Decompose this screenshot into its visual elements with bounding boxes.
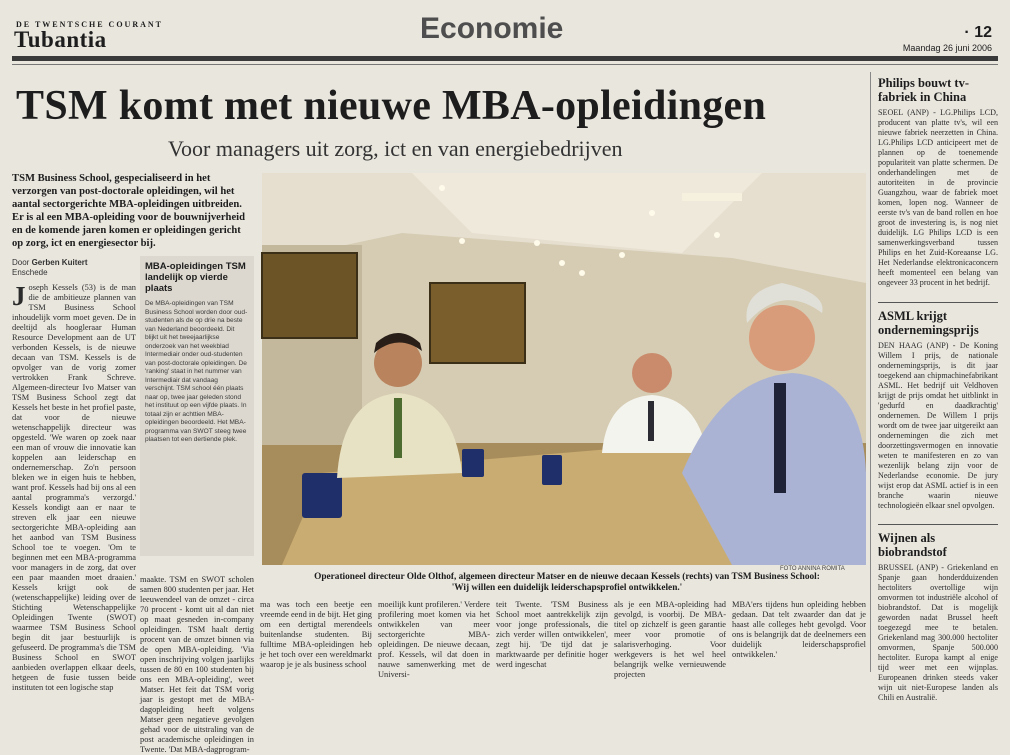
byline	[12, 258, 88, 278]
brief-philips	[878, 76, 998, 288]
article-column-2: maakte. TSM en SWOT scholen samen 800 studenten per jaar. Het leeuwendeel van de omzet - circa 70 procent - komt uit al dan niet op maat gesneden in-company opleidingen. TSM haalt dertig procent van de omzet binnen via de open MBA-opleiding. 'Via open inschrijving volgen jaarlijks tussen de 80 en 100 studenten bij ons een MBA-opleiding', weet Matser. Het feit dat TSM vorig jaar is gestopt met de MBA-dagopleiding heeft volgens Matser geen negatieve gevolgen gehad voor de uitstraling van de post academische opleidingen in Twente. 'Dat MBA-dagprogram-	[140, 575, 254, 754]
article-column-5: teit Twente. 'TSM Business School moet aantrekkelijk zijn voor jonge professionals, die zich verder willen ontwikkelen', zegt hij. 'De tijd dat je marktwaarde per definitie hoger werd ingeschat	[496, 600, 608, 669]
caption-line-1: Operationeel directeur Olde Olthof, algemeen directeur Matser en de nieuwe decaan Kessels (rechts) van TSM Business School:	[314, 572, 820, 582]
brief-body: SEOEL (ANP) - LG.Philips LCD, producent van platte tv's, wil een nieuwe fabriek neerzetten in China. LG.Philips LCD anticipeert met de plannen op de toenemende populariteit van platte schermen. De onderhandelingen met de autoriteiten in de provincie Guangzhou, waar de fabriek moet komen, lopen nog. Wanneer de eerste tv's van de band rollen en hoe groot de investering is, is nog niet duidelijk. LG Philips LCD is een samenwerkingsverband tussen Philips en het Zuid-Koreaanse LG. Het Nederlandse elektronicaconcern heeft momenteel een belang van ongeveer 33 procent in het bedrijf.	[878, 108, 998, 287]
masthead-thin-rule	[12, 64, 998, 65]
sidebar-box	[140, 256, 254, 556]
article-headline: TSM komt met nieuwe MBA-opleidingen	[16, 83, 767, 129]
brief-title: Philips bouwt tv-fabriek in China	[878, 76, 969, 104]
byline-prefix: Door	[12, 258, 30, 267]
article-column-7: MBA'ers tijdens hun opleiding hebben gedaan. Dat telt zwaarder dan dat je haast alle colleges hebt gevolgd. Voor ons is belangrijk dat de deelnemers een duidelijk leiderschapsprofiel ontwikkelen.'	[732, 600, 866, 659]
column-separator	[870, 72, 871, 672]
article-subheadline: Voor managers uit zorg, ict en van energiebedrijven	[168, 136, 623, 161]
article-column-1	[12, 281, 136, 692]
brief-asml	[878, 296, 998, 511]
drop-cap: J	[12, 281, 26, 311]
newspaper-logo: Tubantia	[14, 27, 107, 52]
article-intro: TSM Business School, gespecialiseerd in het verzorgen van post-doctorale opleidingen, wil het aantal sectorgerichte MBA-opleidingen uitbreiden. Er is al een MBA-opleiding voor de bouwnijverheid en de komende jaren komen er opleidingen gericht op zorg, ict en energiesector bij.	[12, 173, 245, 249]
sidebar-body: De MBA-opleidingen van TSM Business School worden door oud-studenten als de op drie na beste van Nederland beoordeeld. Dit blijkt uit het tweejaarlijkse onderzoek van het weekblad Intermediair onder oud-studenten van post-doctorale opleidingen. De 'ranking' staat in het nummer van Intermediair dat vandaag verschijnt. TSM school één plaats naar op, twee jaar geleden stond het instituut op een vijfde plaats. In totaal zijn er achttien MBA-opleidingen beoordeeld. Het MBA-programma van SWOT steeg twee plaatsen tot een dertiende plek.	[145, 300, 248, 443]
section-title: Economie	[420, 12, 564, 45]
photo-illustration	[262, 173, 866, 565]
brief-title: ASML krijgt ondernemingsprijs	[878, 309, 979, 337]
photo-credit: FOTO ANNINA ROMITA	[780, 566, 845, 572]
photo-caption	[268, 572, 866, 594]
page-date: Maandag 26 juni 2006	[902, 43, 992, 53]
brief-body: DEN HAAG (ANP) - De Koning Willem I prijs, de nationale ondernemingsprijs, is dit jaar toegekend aan chipmachinefabrikant ASML. Het bedrijf uit Veldhoven krijgt de prijs omdat het uitblinkt in 'gedurfd en daadkrachtig' ondernemen. De Willem I prijs wordt om de twee jaar uitgereikt aan ondernemingen die zich met doorzettingsvermogen en innovatie weten te manifesteren en zo van wezenlijk belang zijn voor de Nederlandse economie. De jury wijst erop dat ASML actief is in een branche waarin nieuwe technologieën elkaar snel opvolgen.	[878, 341, 998, 510]
article-photo	[262, 173, 866, 565]
brief-title: Wijnen als biobrandstof	[878, 531, 947, 559]
column-1-text: oseph Kessels (53) is de man die de ambitieuze plannen van TSM Business School inhoudelijk vorm moet geven. De in deeltijd als hoogleraar Human Resource Development aan de UT verbonden Kessels, is de nieuwe decaan van TSM. Kessels is de opvolger van de vorig zomer vertrokken Frank Schreve. Algemeen-directeur Ivo Matser van TSM Business School zegt dat Kessels het beste in het profiel paste, dat voor de nieuwe wetenschappelijk directeur was opgesteld. 'We waren op zoek naar een man of vrouw die innovatie kan koppelen aan leiderschap en ondernemerschap. Zo'n persoon bleken we in eigen huis te hebben, want prof. Kessels had bij ons al een aantal programma's verzorgd.' Kessels kondigt aan er naar te streven elk jaar een nieuwe sectorgerichte MBA-opleiding aan het aanbod van TSM Business School toe te voegen. 'Om te beginnen met een MBA-programma voor managers in de zorg, dat over een paar maanden moet draaien.' Kessels krijgt ook de (wetenschappelijke) leiding over de Stichting Wetenschappelijke Opleidingen Twente (SWOT) waarmee TSM Business School begin dit jaar bestuurlijk is gefuseerd. De programma's die TSM Business School en SWOT aanbieden overlappen elkaar deels, hetgeen de fusie tussen beide instituten tot een logische stap	[12, 283, 136, 692]
byline-author: Gerben Kuitert	[31, 258, 88, 267]
brief-divider	[878, 524, 998, 525]
byline-place: Enschede	[12, 268, 48, 277]
brief-divider	[878, 302, 998, 303]
sidebar-title: MBA-opleidingen TSM landelijk op vierde plaats	[145, 261, 246, 294]
page-number: · 12	[964, 24, 992, 41]
caption-line-2: 'Wij willen een duidelijk leiderschapsprofiel ontwikkelen.'	[451, 583, 683, 593]
article-column-3: ma was toch een beetje een vreemde eend in de bijt. Het ging om een dertigtal merendeels buitenlandse studenten. Bij fulltime MBA-opleidingen heb je het toch over een wereldmarkt waarop je je als business school	[260, 600, 372, 669]
masthead-rule	[12, 56, 998, 61]
brief-body: BRUSSEL (ANP) - Griekenland en Spanje gaan honderdduizenden hectoliters overtollige wijn omvormen tot industriële alcohol of biobrandstof. Dat is mogelijk geworden nadat Brussel heeft toegezegd mee te betalen. Griekenland mag 300.000 hectoliter omvormen, Spanje 500.000 hectoliter. Europa kampt al enige tijd weer met een wijnplas. Europeanen drinken steeds vaker wijn uit niet-Europese landen als Chili en Australië.	[878, 563, 998, 702]
masthead-subtitle: DE TWENTSCHE COURANT	[16, 20, 163, 29]
article-column-4: moeilijk kunt profileren.' Verdere profilering moet komen via het ontwikkelen van meer sectorgerichte MBA-opleidingen. De nieuwe decaan, prof. Kessels, wil dat doen in nauwe samenwerking met de Universi-	[378, 600, 490, 679]
article-column-6: als je een MBA-opleiding had gevolgd, is voorbij. De MBA-titel op zichzelf is geen garantie meer voor promotie of salarisverhoging. Voor werkgevers is het wel heel belangrijk welke vernieuwende projecten	[614, 600, 726, 679]
brief-wijnen	[878, 518, 998, 703]
